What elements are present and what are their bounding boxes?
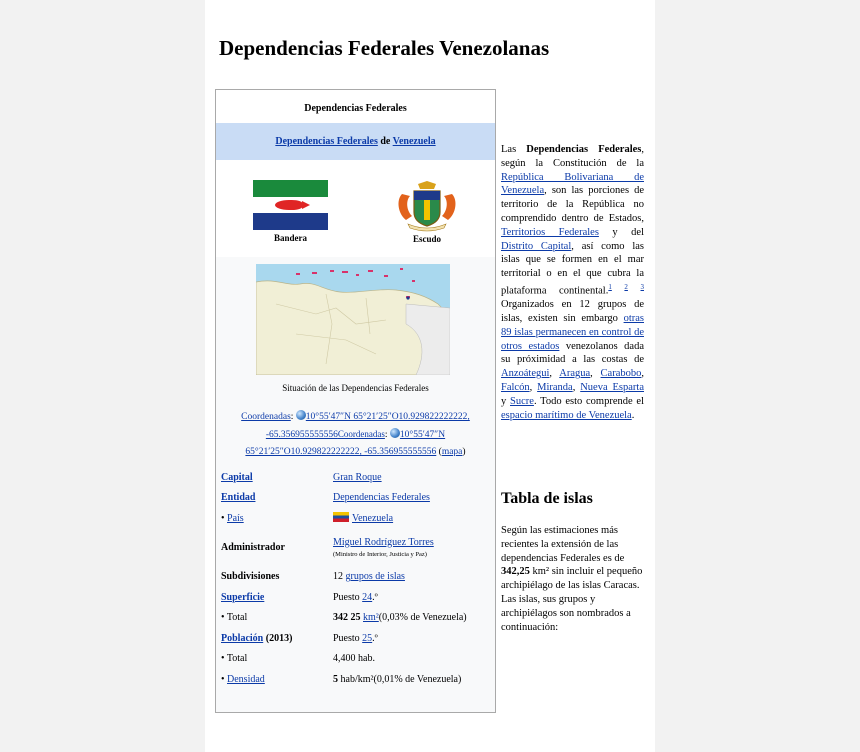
map-link[interactable]: mapa bbox=[441, 447, 463, 457]
densidad-label-link[interactable]: Densidad bbox=[227, 673, 265, 685]
superficie-label-link[interactable]: Superficie bbox=[221, 591, 265, 603]
paren-open: ( bbox=[436, 447, 442, 457]
infobox-table bbox=[216, 467, 495, 690]
densidad-value: 5 bbox=[333, 673, 338, 685]
venezuela-flag-icon bbox=[333, 512, 349, 522]
capital-label-link[interactable]: Capital bbox=[221, 471, 253, 483]
row-capital bbox=[216, 467, 495, 488]
grupos-islas-link[interactable]: grupos de islas bbox=[345, 571, 405, 583]
subdivisiones-count: 12 bbox=[333, 571, 346, 583]
aragua-link[interactable]: Aragua bbox=[559, 368, 591, 380]
sucre-link[interactable]: Sucre bbox=[510, 395, 534, 407]
fish-emblem bbox=[275, 200, 303, 210]
dependencias-link[interactable]: Dependencias Federales bbox=[275, 136, 378, 147]
entidad-value-link[interactable]: Dependencias Federales bbox=[333, 492, 430, 504]
map-caption: Situación de las Dependencias Federales bbox=[282, 383, 429, 393]
reference-1-link[interactable]: 1 bbox=[608, 282, 612, 291]
total-poblacion-value: 4,400 hab. bbox=[333, 653, 375, 665]
globe-icon-2[interactable] bbox=[390, 428, 400, 438]
row-entidad bbox=[216, 488, 495, 509]
km2-link[interactable]: km² bbox=[363, 612, 379, 624]
densidad-bullet: • bbox=[221, 673, 228, 685]
superficie-rank-suffix: .º bbox=[372, 591, 378, 603]
capital-value-link[interactable]: Gran Roque bbox=[333, 471, 382, 483]
islands-paragraph: Según las estimaciones más recientes la extensión de las dependencias Federales es de 342,25 km² sin incluir el pequeño archipiélago de las islas Caracas. Las islas, sus grupos y archipiélagos son nombrados a continuación: bbox=[501, 525, 643, 633]
symbols-row bbox=[216, 160, 495, 257]
paren-close: ) bbox=[462, 447, 466, 457]
location-map-image[interactable] bbox=[256, 264, 450, 375]
row-pais bbox=[216, 508, 495, 529]
total-area-value: 342 25 bbox=[333, 612, 361, 624]
pais-bullet: • bbox=[221, 512, 228, 524]
entidad-label-link[interactable]: Entidad bbox=[221, 492, 256, 504]
map-section bbox=[216, 257, 495, 407]
coordinates-block bbox=[216, 409, 495, 464]
coordinates-value-link-1[interactable]: 10°55′47″N 65°21′25″O10.929822222222, -65.356955555556 bbox=[265, 412, 470, 440]
coat-of-arms-image[interactable] bbox=[394, 180, 460, 232]
falcon-link[interactable]: Falcón bbox=[501, 382, 530, 394]
reference-2-link[interactable]: 2 bbox=[624, 282, 628, 291]
superficie-rank-link[interactable]: 24 bbox=[362, 591, 373, 603]
otras-islas-link[interactable]: otras 89 islas permanecen en control de otros estados bbox=[501, 313, 644, 352]
globe-icon[interactable] bbox=[296, 410, 306, 420]
flag-caption: Bandera bbox=[273, 233, 307, 243]
row-superficie bbox=[216, 587, 495, 608]
row-densidad bbox=[216, 669, 495, 690]
espacio-maritimo-link[interactable]: espacio marítimo de Venezuela bbox=[501, 409, 632, 421]
carabobo-link[interactable]: Carabobo bbox=[600, 368, 642, 380]
poblacion-label-link[interactable]: Población bbox=[221, 632, 264, 644]
coordinates-value-link-2[interactable]: 10°55′47″N 65°21′25″O10.929822222222, -65.356955555556 bbox=[245, 430, 446, 457]
coat-caption: Escudo bbox=[412, 234, 441, 244]
poblacion-year: (2013) bbox=[263, 632, 293, 644]
infobox-title: Dependencias Federales bbox=[216, 90, 495, 123]
coordinates-label-link[interactable]: Coordenadas bbox=[241, 412, 291, 422]
venezuela-link[interactable]: Venezuela bbox=[392, 136, 436, 147]
section-heading: Tabla de islas bbox=[501, 490, 593, 507]
page-title: Dependencias Federales Venezolanas bbox=[219, 36, 550, 60]
row-total-area bbox=[216, 608, 495, 629]
administrador-note: (Ministro de Interior, Justicia y Paz) bbox=[333, 550, 427, 558]
reference-3-link[interactable]: 3 bbox=[640, 282, 644, 291]
row-poblacion bbox=[216, 628, 495, 649]
coordinates-label-link-2[interactable]: Coordenadas bbox=[337, 429, 385, 439]
anzoategui-link[interactable]: Anzoátegui bbox=[501, 368, 550, 380]
poblacion-rank-suffix: .º bbox=[372, 632, 378, 644]
administrador-label: Administrador bbox=[221, 542, 285, 553]
poblacion-rank-link[interactable]: 25 bbox=[362, 632, 373, 644]
miranda-link[interactable]: Miranda bbox=[537, 382, 573, 394]
pais-label-link[interactable]: País bbox=[227, 512, 244, 524]
total-area-label: • Total bbox=[221, 612, 248, 624]
poblacion-rank-prefix: Puesto bbox=[333, 632, 363, 644]
total-poblacion-label: • Total bbox=[221, 653, 248, 665]
infobox-subtitle bbox=[216, 123, 495, 160]
infobox bbox=[215, 89, 496, 713]
pais-value-link[interactable]: Venezuela bbox=[352, 513, 394, 525]
administrador-value-link[interactable]: Miguel Rodríguez Torres bbox=[333, 536, 434, 548]
republica-link[interactable]: República Bolivariana de Venezuela bbox=[501, 171, 644, 197]
intro-paragraph: Las Dependencias Federales, según la Constitución de la República Bolivariana de Venezuela, son las porciones de territorio de la República no comprendido dentro de Estados, Territorios Federales y del Distrito Capital, así como las islas que se formen en el mar territorial o en el que cubra la plataforma continental.$^1$ $^2$ $^3$ Organizados en 12 grupos de islas, existen sin embargo otras 89 islas permanecen en control de otros estados venezolanos dada su próximidad a las costas de Anzoátegui, Aragua, Carabobo, Falcón, Miranda, Nueva Esparta y Sucre. Todo esto comprende el espacio marítimo de Venezuela. bbox=[501, 144, 645, 421]
row-subdivisiones bbox=[216, 567, 495, 588]
nueva-esparta-link[interactable]: Nueva Esparta bbox=[580, 382, 645, 394]
row-administrador bbox=[216, 529, 495, 567]
subtitle-connector: de bbox=[377, 136, 393, 147]
coords-separator: : bbox=[290, 412, 296, 422]
superficie-rank-prefix: Puesto bbox=[333, 591, 363, 603]
distrito-capital-link[interactable]: Distrito Capital bbox=[501, 240, 572, 252]
subdivisiones-label: Subdivisiones bbox=[221, 571, 280, 583]
total-area-percent: (0,03% de Venezuela) bbox=[378, 612, 467, 624]
territorios-federales-link[interactable]: Territorios Federales bbox=[501, 226, 599, 238]
densidad-percent: hab/km²(0,01% de Venezuela) bbox=[338, 673, 462, 685]
row-total-poblacion bbox=[216, 649, 495, 670]
coords-separator-2: : bbox=[384, 430, 390, 440]
federal-flag-image[interactable] bbox=[253, 180, 328, 230]
